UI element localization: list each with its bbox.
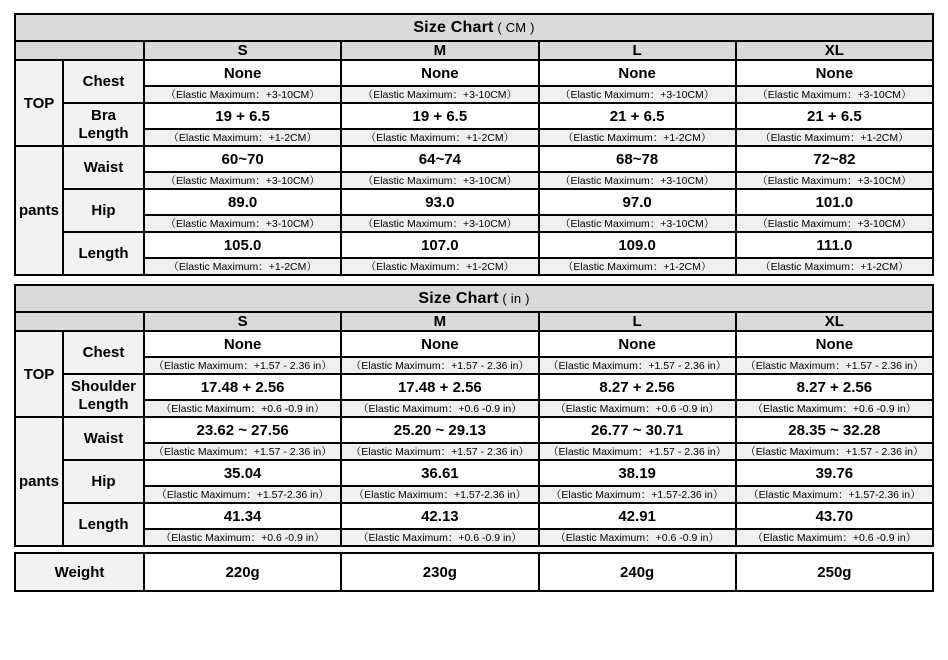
cell-value-shoulder-length-s: 17.48 + 2.56 (144, 374, 341, 400)
group-label-top: TOP (15, 331, 63, 417)
group-label-pants: pants (15, 146, 63, 275)
row-hip-notes (15, 215, 933, 232)
table-title-unit: ( CM ) (493, 19, 535, 35)
cell-value-length-m: 42.13 (341, 503, 538, 529)
cell-value-length-m: 107.0 (341, 232, 538, 258)
size-chart-in-section (14, 284, 934, 547)
cell-note-length-m: （Elastic Maximum：+1-2CM） (341, 258, 538, 275)
table-title-cell (15, 285, 933, 312)
cell-value-length-l: 109.0 (539, 232, 736, 258)
table-title-unit: ( in ) (498, 290, 530, 306)
cell-value-waist-s: 23.62 ~ 27.56 (144, 417, 341, 443)
cell-value-hip-m: 36.61 (341, 460, 538, 486)
cell-value-waist-s: 60~70 (144, 146, 341, 172)
cell-value-chest-xl: None (736, 60, 933, 86)
row-length-values (15, 232, 933, 258)
cell-note-bra-length-m: （Elastic Maximum：+1-2CM） (341, 129, 538, 146)
cell-value-length-xl: 43.70 (736, 503, 933, 529)
cell-note-hip-xl: （Elastic Maximum：+3-10CM） (736, 215, 933, 232)
weight-value-m: 230g (341, 553, 538, 591)
cell-note-shoulder-length-l: （Elastic Maximum：+0.6 -0.9 in） (539, 400, 736, 417)
row-chest-notes (15, 357, 933, 374)
weight-table (14, 552, 934, 592)
cell-note-shoulder-length-xl: （Elastic Maximum：+0.6 -0.9 in） (736, 400, 933, 417)
cell-note-waist-s: （Elastic Maximum：+1.57 - 2.36 in） (144, 443, 341, 460)
cell-value-waist-xl: 72~82 (736, 146, 933, 172)
column-header-l: L (539, 312, 736, 331)
cell-value-shoulder-length-xl: 8.27 + 2.56 (736, 374, 933, 400)
cell-value-chest-l: None (539, 60, 736, 86)
cell-note-waist-s: （Elastic Maximum：+3-10CM） (144, 172, 341, 189)
cell-note-hip-s: （Elastic Maximum：+1.57-2.36 in） (144, 486, 341, 503)
cell-note-chest-l: （Elastic Maximum：+3-10CM） (539, 86, 736, 103)
row-hip-values (15, 189, 933, 215)
row-shoulder-length-notes (15, 400, 933, 417)
row-length-values (15, 503, 933, 529)
row-length-notes (15, 529, 933, 546)
table-title: Size Chart (418, 289, 499, 307)
column-header-m: M (341, 41, 538, 60)
row-waist-values (15, 417, 933, 443)
cell-value-waist-xl: 28.35 ~ 32.28 (736, 417, 933, 443)
row-bra-length-values (15, 103, 933, 129)
cell-value-chest-xl: None (736, 331, 933, 357)
cell-value-waist-m: 64~74 (341, 146, 538, 172)
header-corner-cell (15, 41, 144, 60)
cell-value-bra-length-xl: 21 + 6.5 (736, 103, 933, 129)
cell-note-shoulder-length-m: （Elastic Maximum：+0.6 -0.9 in） (341, 400, 538, 417)
cell-note-chest-s: （Elastic Maximum：+1.57 - 2.36 in） (144, 357, 341, 374)
cell-note-hip-xl: （Elastic Maximum：+1.57-2.36 in） (736, 486, 933, 503)
cell-value-waist-l: 26.77 ~ 30.71 (539, 417, 736, 443)
cell-value-hip-l: 38.19 (539, 460, 736, 486)
cell-note-chest-xl: （Elastic Maximum：+1.57 - 2.36 in） (736, 357, 933, 374)
cell-note-length-s: （Elastic Maximum：+0.6 -0.9 in） (144, 529, 341, 546)
column-header-m: M (341, 312, 538, 331)
cell-note-chest-l: （Elastic Maximum：+1.57 - 2.36 in） (539, 357, 736, 374)
cell-value-waist-l: 68~78 (539, 146, 736, 172)
cell-note-hip-s: （Elastic Maximum：+3-10CM） (144, 215, 341, 232)
cell-note-hip-m: （Elastic Maximum：+3-10CM） (341, 215, 538, 232)
size-chart-cm-section (14, 13, 934, 276)
column-header-xl: XL (736, 312, 933, 331)
row-chest-notes (15, 86, 933, 103)
row-waist-values (15, 146, 933, 172)
row-waist-notes (15, 172, 933, 189)
cell-note-waist-l: （Elastic Maximum：+3-10CM） (539, 172, 736, 189)
row-hip-notes (15, 486, 933, 503)
cell-note-chest-m: （Elastic Maximum：+1.57 - 2.36 in） (341, 357, 538, 374)
size-header-row (15, 41, 933, 60)
weight-value-xl: 250g (736, 553, 933, 591)
cell-note-length-l: （Elastic Maximum：+0.6 -0.9 in） (539, 529, 736, 546)
row-label-chest: Chest (63, 60, 144, 103)
cell-value-hip-s: 35.04 (144, 460, 341, 486)
cell-value-chest-m: None (341, 60, 538, 86)
row-label-shoulder-length: Shoulder Length (63, 374, 144, 417)
row-hip-values (15, 460, 933, 486)
cell-note-shoulder-length-s: （Elastic Maximum：+0.6 -0.9 in） (144, 400, 341, 417)
row-chest-values (15, 60, 933, 86)
cell-note-waist-m: （Elastic Maximum：+3-10CM） (341, 172, 538, 189)
cell-value-length-s: 41.34 (144, 503, 341, 529)
cell-note-length-xl: （Elastic Maximum：+0.6 -0.9 in） (736, 529, 933, 546)
row-label-chest: Chest (63, 331, 144, 374)
size-header-row (15, 312, 933, 331)
row-chest-values (15, 331, 933, 357)
weight-value-s: 220g (144, 553, 341, 591)
row-bra-length-notes (15, 129, 933, 146)
cell-note-waist-l: （Elastic Maximum：+1.57 - 2.36 in） (539, 443, 736, 460)
cell-value-chest-s: None (144, 331, 341, 357)
cell-value-hip-l: 97.0 (539, 189, 736, 215)
row-label-hip: Hip (63, 189, 144, 232)
cell-value-bra-length-s: 19 + 6.5 (144, 103, 341, 129)
cell-note-bra-length-l: （Elastic Maximum：+1-2CM） (539, 129, 736, 146)
row-label-length: Length (63, 503, 144, 546)
cell-note-bra-length-s: （Elastic Maximum：+1-2CM） (144, 129, 341, 146)
weight-label: Weight (15, 553, 144, 591)
cell-note-length-m: （Elastic Maximum：+0.6 -0.9 in） (341, 529, 538, 546)
cell-value-chest-l: None (539, 331, 736, 357)
cell-value-chest-s: None (144, 60, 341, 86)
group-label-pants: pants (15, 417, 63, 546)
cell-note-length-xl: （Elastic Maximum：+1-2CM） (736, 258, 933, 275)
cell-note-bra-length-xl: （Elastic Maximum：+1-2CM） (736, 129, 933, 146)
row-length-notes (15, 258, 933, 275)
cell-note-waist-m: （Elastic Maximum：+1.57 - 2.36 in） (341, 443, 538, 460)
cell-value-hip-m: 93.0 (341, 189, 538, 215)
cell-note-length-l: （Elastic Maximum：+1-2CM） (539, 258, 736, 275)
size-chart-table-in (14, 284, 934, 547)
row-label-waist: Waist (63, 146, 144, 189)
cell-value-hip-xl: 101.0 (736, 189, 933, 215)
weight-row (15, 553, 933, 591)
size-chart-table-cm (14, 13, 934, 276)
cell-note-chest-s: （Elastic Maximum：+3-10CM） (144, 86, 341, 103)
cell-note-chest-m: （Elastic Maximum：+3-10CM） (341, 86, 538, 103)
cell-note-waist-xl: （Elastic Maximum：+3-10CM） (736, 172, 933, 189)
row-shoulder-length-values (15, 374, 933, 400)
cell-note-hip-l: （Elastic Maximum：+1.57-2.36 in） (539, 486, 736, 503)
column-header-s: S (144, 41, 341, 60)
cell-value-shoulder-length-m: 17.48 + 2.56 (341, 374, 538, 400)
cell-value-hip-s: 89.0 (144, 189, 341, 215)
row-label-bra-length: Bra Length (63, 103, 144, 146)
row-waist-notes (15, 443, 933, 460)
cell-value-hip-xl: 39.76 (736, 460, 933, 486)
table-title-row (15, 285, 933, 312)
cell-note-hip-m: （Elastic Maximum：+1.57-2.36 in） (341, 486, 538, 503)
cell-value-shoulder-length-l: 8.27 + 2.56 (539, 374, 736, 400)
cell-note-waist-xl: （Elastic Maximum：+1.57 - 2.36 in） (736, 443, 933, 460)
cell-value-bra-length-m: 19 + 6.5 (341, 103, 538, 129)
table-title-cell (15, 14, 933, 41)
group-label-top: TOP (15, 60, 63, 146)
cell-value-chest-m: None (341, 331, 538, 357)
cell-value-length-l: 42.91 (539, 503, 736, 529)
row-label-waist: Waist (63, 417, 144, 460)
weight-value-l: 240g (539, 553, 736, 591)
table-title-row (15, 14, 933, 41)
table-title: Size Chart (413, 18, 494, 36)
column-header-xl: XL (736, 41, 933, 60)
cell-note-chest-xl: （Elastic Maximum：+3-10CM） (736, 86, 933, 103)
column-header-l: L (539, 41, 736, 60)
header-corner-cell (15, 312, 144, 331)
cell-note-hip-l: （Elastic Maximum：+3-10CM） (539, 215, 736, 232)
row-label-length: Length (63, 232, 144, 275)
column-header-s: S (144, 312, 341, 331)
cell-note-length-s: （Elastic Maximum：+1-2CM） (144, 258, 341, 275)
cell-value-waist-m: 25.20 ~ 29.13 (341, 417, 538, 443)
cell-value-length-xl: 111.0 (736, 232, 933, 258)
row-label-hip: Hip (63, 460, 144, 503)
cell-value-length-s: 105.0 (144, 232, 341, 258)
cell-value-bra-length-l: 21 + 6.5 (539, 103, 736, 129)
